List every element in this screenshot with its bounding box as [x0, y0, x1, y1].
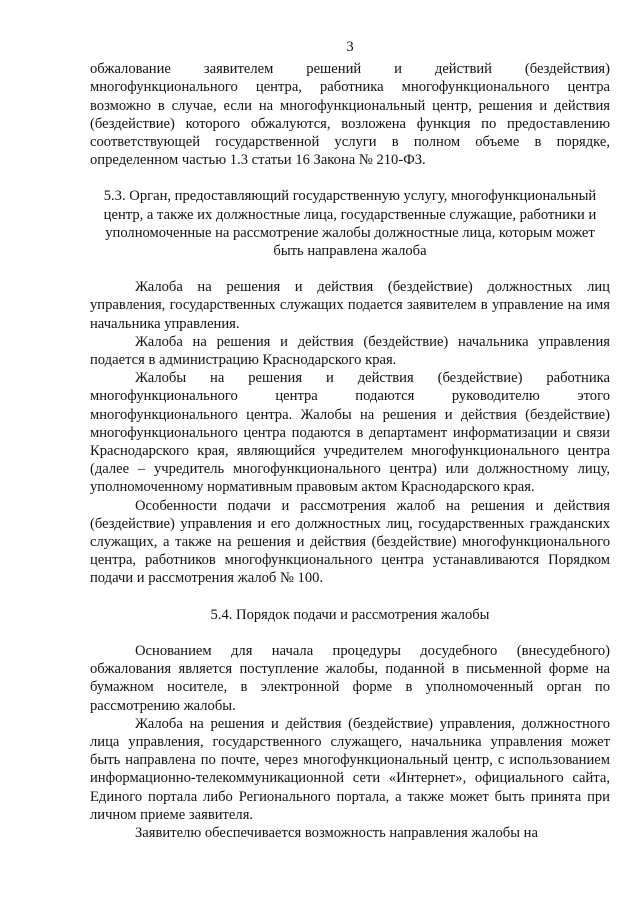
- section-5-4-paragraph-2: Жалоба на решения и действия (бездействие) управления, должностного лица управления, государственного служащего, начальника управления может быть направлена по почте, через многофункциональный центр, с использованием информационно-телекоммуникационной сети «Интернет», официального сайта, Единого портала либо Регионального портала, а также может быть принята при личном приеме заявителя.: [90, 715, 610, 823]
- page-number: 3: [346, 39, 354, 55]
- section-5-3-paragraph-3: Жалобы на решения и действия (бездействие) работника многофункционального центра подаются руководителю этого многофункционального центра. Жалобы на решения и действия (бездействие) многофункционального центра подаются в департамент информатизации и связи Краснодарского края, являющийся учредителем многофункционального центра (далее – учредитель многофункционального центра) или должностному лицу, уполномоченному нормативным правовым актом Краснодарского края.: [90, 370, 610, 496]
- section-5-4-paragraph-3: Заявителю обеспечивается возможность направления жалобы на: [135, 824, 538, 841]
- spacer: [90, 260, 610, 278]
- spacer: [90, 169, 610, 187]
- document-page: [90, 38, 610, 842]
- spacer: [90, 588, 610, 606]
- section-5-4-heading: 5.4. Порядок подачи и рассмотрения жалобы: [210, 606, 490, 623]
- intro-paragraph: обжалование заявителем решений и действий (бездействия) многофункционального центра, работника многофункционального центра возможно в случае, если на многофункциональный центр, решения и действия (бездействие) которого обжалуются, возложена функция по предоставлению соответствующей государственной услуги в полном объеме в порядке, определенном частью 1.3 статьи 16 Закона № 210-ФЗ.: [90, 61, 610, 169]
- spacer: [90, 624, 610, 642]
- section-5-3-heading: 5.3. Орган, предоставляющий государственную услугу, многофункциональный центр, а также их должностные лица, государственные служащие, работники и уполномоченные на рассмотрение жалобы должностные лица, которым может быть направлена жалоба: [103, 188, 597, 260]
- section-5-3-paragraph-1: Жалоба на решения и действия (бездействие) должностных лиц управления, государственных служащих подается заявителем в управление на имя начальника управления.: [90, 279, 610, 332]
- section-5-3-paragraph-2: Жалоба на решения и действия (бездействие) начальника управления подается в администрацию Краснодарского края.: [90, 333, 610, 369]
- section-5-4-paragraph-1: Основанием для начала процедуры досудебного (внесудебного) обжалования является поступление жалобы, поданной в письменной форме на бумажном носителе, в электронной форме в уполномоченный орган по рассмотрению жалобы.: [90, 642, 610, 714]
- section-5-3-paragraph-4: Особенности подачи и рассмотрения жалоб на решения и действия (бездействие) управления и его должностных лиц, государственных гражданских служащих, а также на решения и действия (бездействие) многофункционального центра, работников многофункционального центра устанавливаются Порядком подачи и рассмотрения жалоб № 100.: [90, 497, 610, 587]
